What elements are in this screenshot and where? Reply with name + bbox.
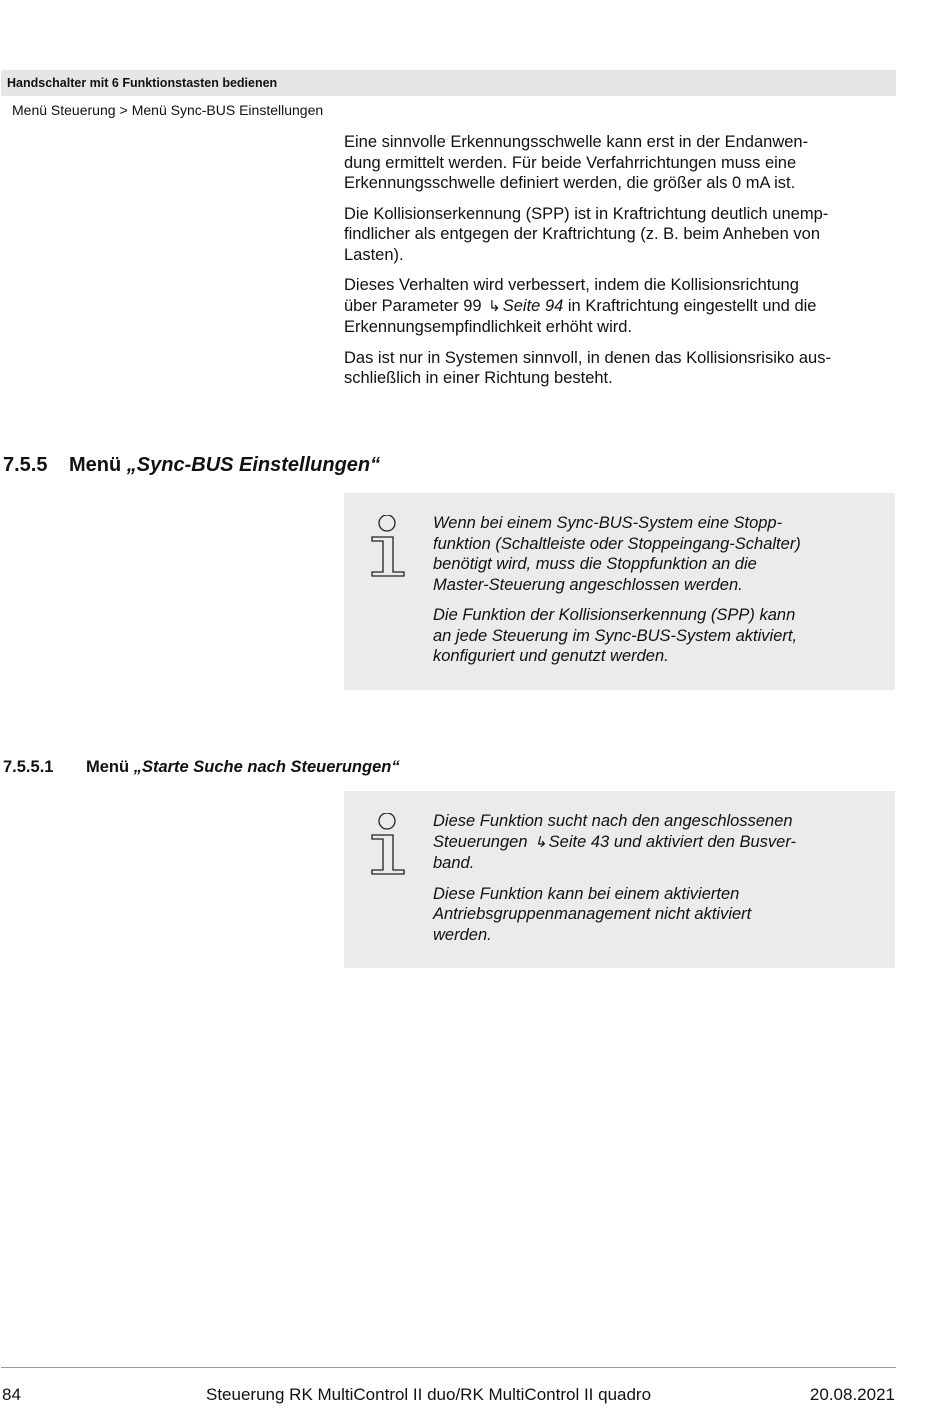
subsection-prefix: Menü — [86, 758, 130, 776]
paragraph-sensitivity — [344, 204, 896, 266]
section-prefix: Menü — [69, 454, 122, 476]
section-number: 7.5.5 — [3, 454, 48, 476]
info-paragraph — [433, 513, 883, 595]
subsection-heading — [3, 758, 400, 777]
text-line: findlicher als entgegen der Kraftrichtung (z. B. beim Anheben von — [344, 225, 821, 243]
text-line: Lasten). — [344, 245, 404, 264]
section-heading — [3, 454, 380, 477]
breadcrumb — [12, 102, 323, 118]
subsection-number: 7.5.5.1 — [3, 758, 54, 776]
subsection-title: „Starte Suche nach Steuerungen“ — [133, 758, 400, 776]
text-line: Erkennungsempfindlichkeit erhöht wird. — [344, 318, 632, 336]
running-header — [1, 70, 896, 96]
paragraph-threshold — [344, 132, 896, 194]
text-fragment: und aktiviert den Busver- — [613, 832, 797, 851]
page-reference-arrow-icon: ↳ — [534, 833, 547, 851]
text-fragment: über Parameter 99 — [344, 296, 482, 315]
page-number: 84 — [2, 1385, 21, 1404]
breadcrumb-item-steuerung: Menü Steuerung — [12, 102, 116, 118]
text-line: Diese Funktion sucht nach den angeschlossenen — [433, 812, 793, 830]
paragraph-improvement — [344, 275, 896, 338]
text-line: schließlich in einer Richtung besteht. — [344, 369, 613, 387]
footer-divider — [1, 1367, 896, 1368]
text-line: benötigt wird, muss die Stoppfunktion an die — [433, 555, 757, 573]
document-title: Steuerung RK MultiControl II duo/RK MultiControl II quadro — [206, 1385, 652, 1404]
text-line: Das ist nur in Systemen sinnvoll, in denen das Kollisionsrisiko aus- — [344, 348, 831, 367]
info-box — [344, 493, 895, 690]
text-fragment: Steuerungen — [433, 832, 528, 851]
info-paragraph — [433, 811, 883, 874]
info-icon — [370, 813, 406, 875]
text-fragment: in Kraftrichtung eingestellt und die — [567, 296, 817, 315]
text-line: konfiguriert und genutzt werden. — [433, 647, 669, 665]
running-header-title: Handschalter mit 6 Funktionstasten bedienen — [7, 76, 278, 90]
info-paragraph — [433, 605, 883, 667]
text-line: Eine sinnvolle Erkennungsschwelle kann erst in der Endanwen- — [344, 133, 809, 151]
section-title: „Sync-BUS Einstellungen“ — [126, 454, 381, 476]
page-reference-arrow-icon: ↳ — [488, 297, 501, 315]
text-line: Die Funktion der Kollisionserkennung (SPP) kann — [433, 606, 796, 624]
info-box — [344, 791, 895, 968]
paragraph-system-note — [344, 348, 896, 389]
document-date: 20.08.2021 — [809, 1385, 895, 1404]
text-line: werden. — [433, 925, 492, 944]
text-line: Master-Steuerung angeschlossen werden. — [433, 575, 743, 594]
text-line: Die Kollisionserkennung (SPP) ist in Kraftrichtung deutlich unemp- — [344, 204, 829, 223]
info-text — [433, 513, 883, 677]
breadcrumb-separator: > — [119, 102, 128, 118]
text-line: Diese Funktion kann bei einem aktivierten — [433, 884, 740, 903]
text-line — [344, 296, 896, 318]
text-line: band. — [433, 854, 475, 872]
info-paragraph — [433, 884, 883, 946]
text-line: funktion (Schaltleiste oder Stoppeingang-Schalter) — [433, 534, 801, 553]
page-reference-link[interactable]: Seite 43 — [548, 832, 610, 851]
breadcrumb-item-sync-bus: Menü Sync-BUS Einstellungen — [131, 102, 324, 118]
text-line: an jede Steuerung im Sync-BUS-System aktiviert, — [433, 626, 798, 645]
text-line: Erkennungsschwelle definiert werden, die größer als 0 mA ist. — [344, 174, 796, 192]
text-line: Antriebsgruppenmanagement nicht aktiviert — [433, 905, 752, 923]
info-text — [433, 811, 883, 955]
text-line: dung ermittelt werden. Für beide Verfahrrichtungen muss eine — [344, 153, 797, 172]
body-text — [344, 132, 896, 399]
text-line: Dieses Verhalten wird verbessert, indem die Kollisionsrichtung — [344, 276, 799, 294]
text-line: Wenn bei einem Sync-BUS-System eine Stopp- — [433, 514, 783, 532]
info-icon — [370, 515, 406, 577]
text-line — [433, 832, 883, 854]
page-reference-link[interactable]: Seite 94 — [502, 296, 564, 315]
